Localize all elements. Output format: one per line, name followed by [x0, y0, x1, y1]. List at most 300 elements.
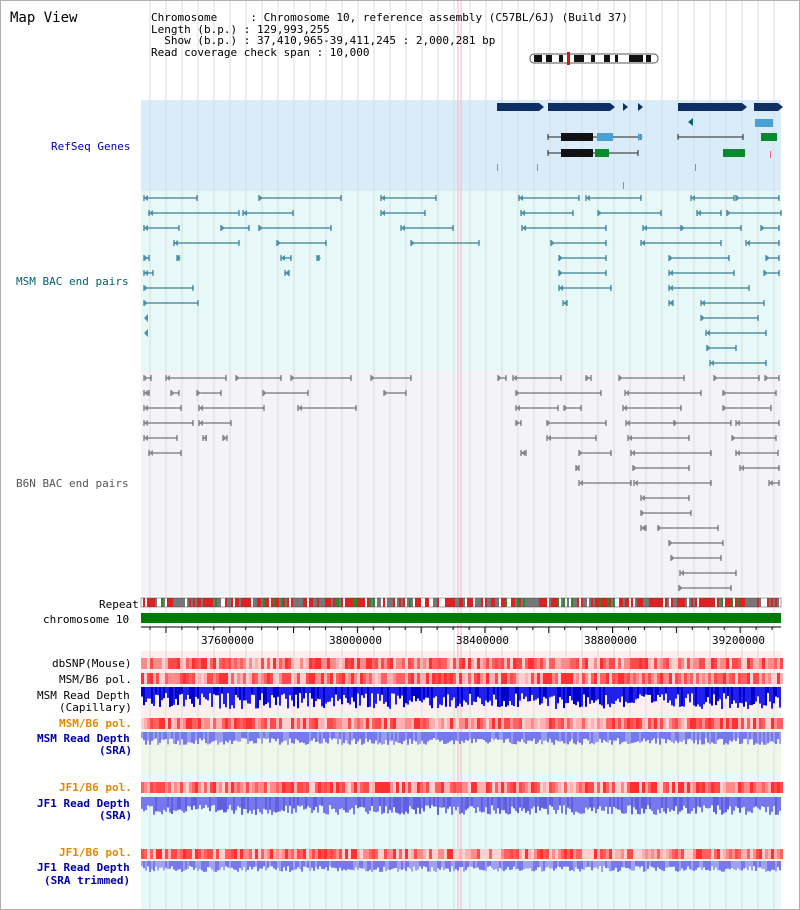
dbsnp-cell — [717, 658, 720, 669]
msm-capillary-depth-bar — [421, 687, 423, 702]
jf1-sra-depth-bar — [707, 797, 709, 808]
jf1-b6-pol-cell — [318, 782, 321, 793]
dbsnp-cell — [375, 658, 378, 669]
msm-sra-depth-bar — [661, 732, 663, 738]
msm-capillary-depth-bar — [339, 687, 341, 699]
msm-sra-depth-bar — [337, 732, 339, 744]
jf1-trim-depth-bar — [381, 861, 383, 872]
jf1-sra-depth-bar — [201, 797, 203, 809]
jf1-b6-pol-cell — [219, 782, 222, 793]
jf1-sra-depth-bar — [739, 797, 741, 813]
msm-sra-depth-bar — [259, 732, 261, 739]
jf1-sra-depth-bar — [277, 797, 279, 812]
msm-capillary-depth-bar — [617, 687, 619, 699]
msm-sra-depth-bar — [193, 732, 195, 744]
jf1-sra-depth-bar — [765, 797, 767, 812]
axis-tick-label: 37600000 — [201, 634, 254, 647]
jf1-b6-pol-cell — [198, 782, 201, 793]
msm-b6-pol-sra-cell — [204, 718, 207, 729]
jf1-sra-depth-bar — [393, 797, 395, 807]
repeat-segment — [591, 598, 593, 607]
msm-b6-pol-sra-cell — [450, 718, 453, 729]
jf1-trim-depth-bar — [271, 861, 273, 866]
jf1-b6-pol-trim-cell — [627, 849, 630, 859]
dbsnp-cell — [387, 658, 390, 669]
jf1-sra-depth-bar — [497, 797, 499, 808]
msm-b6-pol-sra-cell — [549, 718, 552, 729]
msm-capillary-depth-bar — [761, 687, 763, 708]
jf1-b6-pol-trim-cell — [408, 849, 411, 859]
msm-sra-depth-bar — [481, 732, 483, 739]
jf1-trim-depth-bar — [755, 861, 757, 871]
jf1-sra-depth-bar — [161, 797, 163, 814]
msm-capillary-depth-bar — [503, 687, 505, 701]
jf1-b6-pol-trim-cell — [339, 849, 342, 859]
jf1-trim-depth-bar — [713, 861, 715, 870]
msm-capillary-depth-bar — [711, 687, 713, 706]
msm-b6-pol-cell — [549, 673, 552, 684]
repeat-segment — [317, 598, 319, 607]
msm-capillary-depth-bar — [665, 687, 667, 694]
jf1-sra-depth-bar — [401, 797, 403, 813]
repeat-segment — [507, 598, 509, 607]
jf1-trim-depth-bar — [327, 861, 329, 871]
jf1-sra-depth-bar — [451, 797, 453, 815]
repeat-segment — [547, 598, 549, 607]
repeat-segment — [183, 598, 185, 607]
jf1-trim-depth-bar — [331, 861, 333, 868]
msm-capillary-depth-bar — [259, 687, 261, 700]
jf1-sra-depth-bar — [163, 797, 165, 810]
jf1-sra-depth-bar — [175, 797, 177, 811]
msm-capillary-depth-bar — [601, 687, 603, 706]
msm-b6-pol-cell — [240, 673, 243, 684]
msm-b6-pol-sra-cell — [354, 718, 357, 729]
msm-capillary-depth-bar — [749, 687, 751, 705]
msm-sra-depth-bar — [315, 732, 317, 742]
dbsnp-cell — [723, 658, 726, 669]
repeat-segment — [423, 598, 425, 607]
jf1-trim-depth-bar — [605, 861, 607, 868]
msm-sra-depth-bar — [479, 732, 481, 739]
msm-sra-depth-bar — [219, 732, 221, 743]
msm-sra-depth-bar — [583, 732, 585, 739]
jf1-b6-pol-trim-cell — [258, 849, 261, 859]
msm-b6-pol-sra-cell — [774, 718, 777, 729]
msm-b6-pol-cell — [459, 673, 462, 684]
dbsnp-cell — [705, 658, 708, 669]
refseq-marker — [770, 151, 771, 158]
msm-b6-pol-sra-cell — [360, 718, 363, 729]
jf1-trim-depth-bar — [283, 861, 285, 867]
msm-b6-pol-cell — [723, 673, 726, 684]
msm-b6-pol-sra-cell — [177, 718, 180, 729]
msm-b6-pol-cell — [696, 673, 699, 684]
repeat-segment — [161, 598, 163, 607]
msm-b6-pol-cell — [675, 673, 678, 684]
dbsnp-cell — [510, 658, 513, 669]
jf1-b6-pol-cell — [420, 782, 423, 793]
msm-sra-depth-bar — [339, 732, 341, 739]
jf1-trim-depth-bar — [777, 861, 779, 867]
jf1-b6-pol-trim-cell — [288, 849, 291, 859]
jf1-b6-pol-trim-cell — [774, 849, 777, 859]
msm-sra-depth-bar — [327, 732, 329, 743]
jf1-trim-depth-bar — [591, 861, 593, 870]
jf1-b6-pol-trim-cell — [144, 849, 147, 859]
dbsnp-cell — [267, 658, 270, 669]
jf1-trim-depth-bar — [773, 861, 775, 870]
msm-sra-depth-bar — [165, 732, 167, 739]
repeat-segment — [203, 598, 205, 607]
msm-sra-depth-bar — [755, 732, 757, 743]
jf1-b6-pol-trim-cell — [225, 849, 228, 859]
dbsnp-cell — [582, 658, 585, 669]
dbsnp-cell — [372, 658, 375, 669]
msm-b6-pol-sra-cell — [687, 718, 690, 729]
jf1-b6-pol-trim-cell — [579, 849, 582, 859]
msm-b6-pol-cell — [768, 673, 771, 684]
msm-b6-pol-cell — [708, 673, 711, 684]
msm-b6-pol-sra-cell — [465, 718, 468, 729]
msm-capillary-depth-bar — [185, 687, 187, 700]
jf1-b6-pol-cell — [405, 782, 408, 793]
track-label-dbsnp: dbSNP(Mouse) — [52, 657, 132, 670]
msm-sra-depth-bar — [459, 732, 461, 744]
jf1-b6-pol-cell — [720, 782, 723, 793]
jf1-sra-depth-bar — [737, 797, 739, 808]
jf1-trim-depth-bar — [403, 861, 405, 869]
msm-b6-pol-cell — [264, 673, 267, 684]
jf1-b6-pol-trim-cell — [453, 849, 456, 859]
jf1-b6-pol-trim-cell — [609, 849, 612, 859]
msm-sra-depth-bar — [779, 732, 781, 744]
msm-capillary-depth-bar — [517, 687, 519, 707]
repeat-segment — [587, 598, 589, 607]
dbsnp-cell — [549, 658, 552, 669]
jf1-b6-pol-trim-cell — [306, 849, 309, 859]
jf1-trim-depth-bar — [179, 861, 181, 869]
repeat-segment — [623, 598, 625, 607]
jf1-b6-pol-trim-cell — [462, 849, 465, 859]
jf1-trim-depth-bar — [487, 861, 489, 867]
msm-capillary-depth-bar — [683, 687, 685, 707]
repeat-segment — [725, 598, 727, 607]
msm-b6-pol-sra-cell — [288, 718, 291, 729]
jf1-trim-depth-bar — [451, 861, 453, 866]
jf1-trim-depth-bar — [449, 861, 451, 872]
repeat-segment — [641, 598, 643, 607]
jf1-b6-pol-cell — [714, 782, 717, 793]
repeat-segment — [599, 598, 601, 607]
jf1-trim-depth-bar — [257, 861, 259, 871]
jf1-trim-depth-bar — [277, 861, 279, 868]
jf1-b6-pol-trim-cell — [429, 849, 432, 859]
jf1-trim-depth-bar — [565, 861, 567, 867]
jf1-sra-depth-bar — [169, 797, 171, 812]
repeat-segment — [295, 598, 297, 607]
msm-b6-pol-sra-cell — [189, 718, 192, 729]
msm-sra-depth-bar — [161, 732, 163, 739]
msm-sra-depth-bar — [195, 732, 197, 740]
jf1-trim-depth-bar — [663, 861, 665, 871]
jf1-trim-depth-bar — [447, 861, 449, 869]
msm-b6-pol-sra-cell — [510, 718, 513, 729]
jf1-b6-pol-trim-cell — [330, 849, 333, 859]
jf1-sra-depth-bar — [141, 797, 143, 809]
msm-b6-pol-sra-cell — [582, 718, 585, 729]
jf1-trim-depth-bar — [711, 861, 713, 866]
repeat-segment — [683, 598, 685, 607]
jf1-sra-depth-bar — [211, 797, 213, 806]
jf1-trim-depth-bar — [149, 861, 151, 872]
jf1-sra-depth-bar — [573, 797, 575, 815]
msm-sra-depth-bar — [707, 732, 709, 743]
msm-sra-depth-bar — [477, 732, 479, 739]
jf1-trim-depth-bar — [223, 861, 225, 870]
ideogram-band — [646, 55, 651, 62]
jf1-trim-depth-bar — [739, 861, 741, 870]
repeat-segment — [169, 598, 171, 607]
jf1-b6-pol-cell — [372, 782, 375, 793]
msm-sra-depth-bar — [731, 732, 733, 742]
refseq-marker — [497, 164, 498, 171]
jf1-b6-pol-cell — [606, 782, 609, 793]
dbsnp-cell — [531, 658, 534, 669]
repeat-segment — [629, 598, 631, 607]
jf1-b6-pol-cell — [276, 782, 279, 793]
jf1-trim-depth-bar — [473, 861, 475, 868]
repeat-segment — [265, 598, 267, 607]
msm-capillary-depth-bar — [445, 687, 447, 707]
jf1-b6-pol-cell — [360, 782, 363, 793]
msm-b6-pol-cell — [627, 673, 630, 684]
jf1-b6-pol-cell — [366, 782, 369, 793]
dbsnp-cell — [453, 658, 456, 669]
msm-sra-depth-bar — [573, 732, 575, 743]
msm-b6-pol-cell — [171, 673, 174, 684]
msm-sra-depth-bar — [463, 732, 465, 743]
msm-capillary-depth-bar — [441, 687, 443, 705]
jf1-sra-depth-bar — [237, 797, 239, 806]
dbsnp-cell — [324, 658, 327, 669]
jf1-b6-pol-trim-cell — [489, 849, 492, 859]
msm-capillary-depth-bar — [397, 687, 399, 696]
repeat-segment — [447, 598, 449, 607]
msm-capillary-depth-bar — [597, 687, 599, 699]
jf1-sra-depth-bar — [417, 797, 419, 808]
msm-capillary-depth-bar — [605, 687, 607, 695]
dbsnp-cell — [615, 658, 618, 669]
msm-b6-pol-cell — [504, 673, 507, 684]
repeat-segment — [293, 598, 295, 607]
jf1-trim-depth-bar — [147, 861, 149, 866]
msm-capillary-depth-bar — [723, 687, 725, 693]
msm-sra-depth-bar — [577, 732, 579, 742]
msm-b6-pol-cell — [201, 673, 204, 684]
msm-capillary-depth-bar — [391, 687, 393, 693]
msm-sra-depth-bar — [151, 732, 153, 741]
dbsnp-cell — [720, 658, 723, 669]
jf1-sra-depth-bar — [649, 797, 651, 809]
jf1-trim-depth-bar — [209, 861, 211, 867]
msm-capillary-depth-bar — [149, 687, 151, 699]
jf1-b6-pol-cell — [402, 782, 405, 793]
dbsnp-cell — [513, 658, 516, 669]
jf1-b6-pol-cell — [387, 782, 390, 793]
jf1-b6-pol-cell — [237, 782, 240, 793]
msm-b6-pol-cell — [597, 673, 600, 684]
jf1-sra-depth-bar — [381, 797, 383, 814]
jf1-b6-pol-cell — [585, 782, 588, 793]
msm-capillary-depth-bar — [359, 687, 361, 706]
msm-b6-pol-sra-cell — [624, 718, 627, 729]
page-title: Map View — [10, 10, 78, 26]
msm-capillary-depth-bar — [241, 687, 243, 709]
msm-sra-depth-bar — [553, 732, 555, 745]
msm-sra-depth-bar — [449, 732, 451, 742]
jf1-trim-depth-bar — [659, 861, 661, 869]
repeat-segment — [575, 598, 577, 607]
jf1-b6-pol-cell — [510, 782, 513, 793]
dbsnp-cell — [381, 658, 384, 669]
chromosome-bar — [141, 613, 781, 623]
jf1-sra-depth-bar — [481, 797, 483, 812]
jf1-b6-pol-trim-cell — [642, 849, 645, 859]
repeat-segment — [287, 598, 289, 607]
jf1-trim-depth-bar — [301, 861, 303, 872]
jf1-trim-depth-bar — [161, 861, 163, 867]
msm-capillary-depth-bar — [557, 687, 559, 703]
jf1-sra-depth-bar — [243, 797, 245, 809]
msm-capillary-depth-bar — [225, 687, 227, 707]
jf1-sra-depth-bar — [665, 797, 667, 814]
msm-sra-depth-bar — [677, 732, 679, 743]
msm-b6-pol-sra-cell — [438, 718, 441, 729]
jf1-trim-depth-bar — [425, 861, 427, 867]
msm-b6-pol-sra-cell — [759, 718, 762, 729]
msm-capillary-depth-bar — [171, 687, 173, 706]
msm-capillary-depth-bar — [289, 687, 291, 695]
jf1-sra-depth-bar — [195, 797, 197, 809]
msm-capillary-depth-bar — [167, 687, 169, 698]
jf1-trim-depth-bar — [733, 861, 735, 869]
dbsnp-cell — [255, 658, 258, 669]
msm-sra-depth-bar — [607, 732, 609, 743]
jf1-sra-depth-bar — [663, 797, 665, 812]
msm-b6-pol-sra-cell — [153, 718, 156, 729]
jf1-sra-depth-bar — [479, 797, 481, 812]
msm-b6-pol-cell — [672, 673, 675, 684]
msm-b6-pol-cell — [594, 673, 597, 684]
track-label-msm-read-depth-sra-sub: (SRA) — [99, 744, 133, 757]
msm-sra-depth-bar — [369, 732, 371, 740]
msm-sra-depth-bar — [565, 732, 567, 743]
repeat-segment — [345, 598, 347, 607]
track-label-refseq[interactable]: RefSeq Genes — [51, 140, 131, 153]
repeat-segment — [709, 598, 711, 607]
msm-sra-depth-bar — [559, 732, 561, 742]
msm-sra-depth-bar — [269, 732, 271, 743]
msm-sra-depth-bar — [277, 732, 279, 739]
msm-sra-depth-bar — [253, 732, 255, 743]
msm-sra-depth-bar — [445, 732, 447, 744]
jf1-b6-pol-trim-cell — [522, 849, 525, 859]
jf1-b6-pol-cell — [492, 782, 495, 793]
dbsnp-cell — [624, 658, 627, 669]
jf1-sra-depth-bar — [435, 797, 437, 807]
repeat-segment — [411, 598, 413, 607]
msm-b6-pol-sra-cell — [651, 718, 654, 729]
jf1-b6-pol-cell — [186, 782, 189, 793]
jf1-sra-depth-bar — [269, 797, 271, 810]
jf1-trim-depth-bar — [165, 861, 167, 868]
msm-capillary-depth-bar — [463, 687, 465, 700]
jf1-sra-depth-bar — [199, 797, 201, 805]
jf1-b6-pol-cell — [369, 782, 372, 793]
msm-b6-pol-cell — [750, 673, 753, 684]
msm-capillary-depth-bar — [165, 687, 167, 693]
jf1-b6-pol-trim-cell — [441, 849, 444, 859]
msm-b6-pol-sra-cell — [357, 718, 360, 729]
jf1-b6-pol-trim-cell — [552, 849, 555, 859]
msm-b6-pol-cell — [153, 673, 156, 684]
msm-b6-pol-sra-cell — [708, 718, 711, 729]
repeat-segment — [375, 598, 377, 607]
jf1-trim-depth-bar — [743, 861, 745, 868]
track-label-msm-bac[interactable]: MSM BAC end pairs — [16, 275, 129, 288]
msm-capillary-depth-bar — [527, 687, 529, 701]
msm-b6-pol-sra-cell — [468, 718, 471, 729]
jf1-b6-pol-trim-cell — [450, 849, 453, 859]
jf1-sra-depth-bar — [433, 797, 435, 807]
msm-capillary-depth-bar — [217, 687, 219, 695]
jf1-sra-depth-bar — [233, 797, 235, 814]
msm-b6-pol-cell — [390, 673, 393, 684]
msm-capillary-depth-bar — [181, 687, 183, 694]
msm-b6-pol-cell — [651, 673, 654, 684]
jf1-sra-depth-bar — [727, 797, 729, 809]
jf1-sra-depth-bar — [355, 797, 357, 805]
msm-sra-depth-bar — [489, 732, 491, 742]
repeat-segment — [653, 598, 655, 607]
msm-sra-depth-bar — [585, 732, 587, 739]
msm-capillary-depth-bar — [235, 687, 237, 695]
msm-capillary-depth-bar — [345, 687, 347, 698]
jf1-trim-depth-bar — [255, 861, 257, 867]
jf1-b6-pol-trim-cell — [567, 849, 570, 859]
jf1-sra-depth-bar — [539, 797, 541, 811]
jf1-sra-depth-bar — [407, 797, 409, 814]
dbsnp-cell — [570, 658, 573, 669]
msm-sra-depth-bar — [279, 732, 281, 745]
msm-b6-pol-sra-cell — [537, 718, 540, 729]
jf1-trim-depth-bar — [177, 861, 179, 870]
jf1-b6-pol-cell — [546, 782, 549, 793]
msm-capillary-depth-bar — [311, 687, 313, 699]
jf1-trim-depth-bar — [383, 861, 385, 867]
msm-sra-depth-bar — [501, 732, 503, 740]
jf1-trim-depth-bar — [505, 861, 507, 869]
jf1-b6-pol-cell — [723, 782, 726, 793]
jf1-sra-depth-bar — [219, 797, 221, 810]
msm-b6-pol-cell — [489, 673, 492, 684]
jf1-b6-pol-cell — [684, 782, 687, 793]
msm-sra-depth-bar — [743, 732, 745, 739]
dbsnp-cell — [609, 658, 612, 669]
track-label-b6n-bac[interactable]: B6N BAC end pairs — [16, 477, 129, 490]
repeat-segment — [191, 598, 193, 607]
